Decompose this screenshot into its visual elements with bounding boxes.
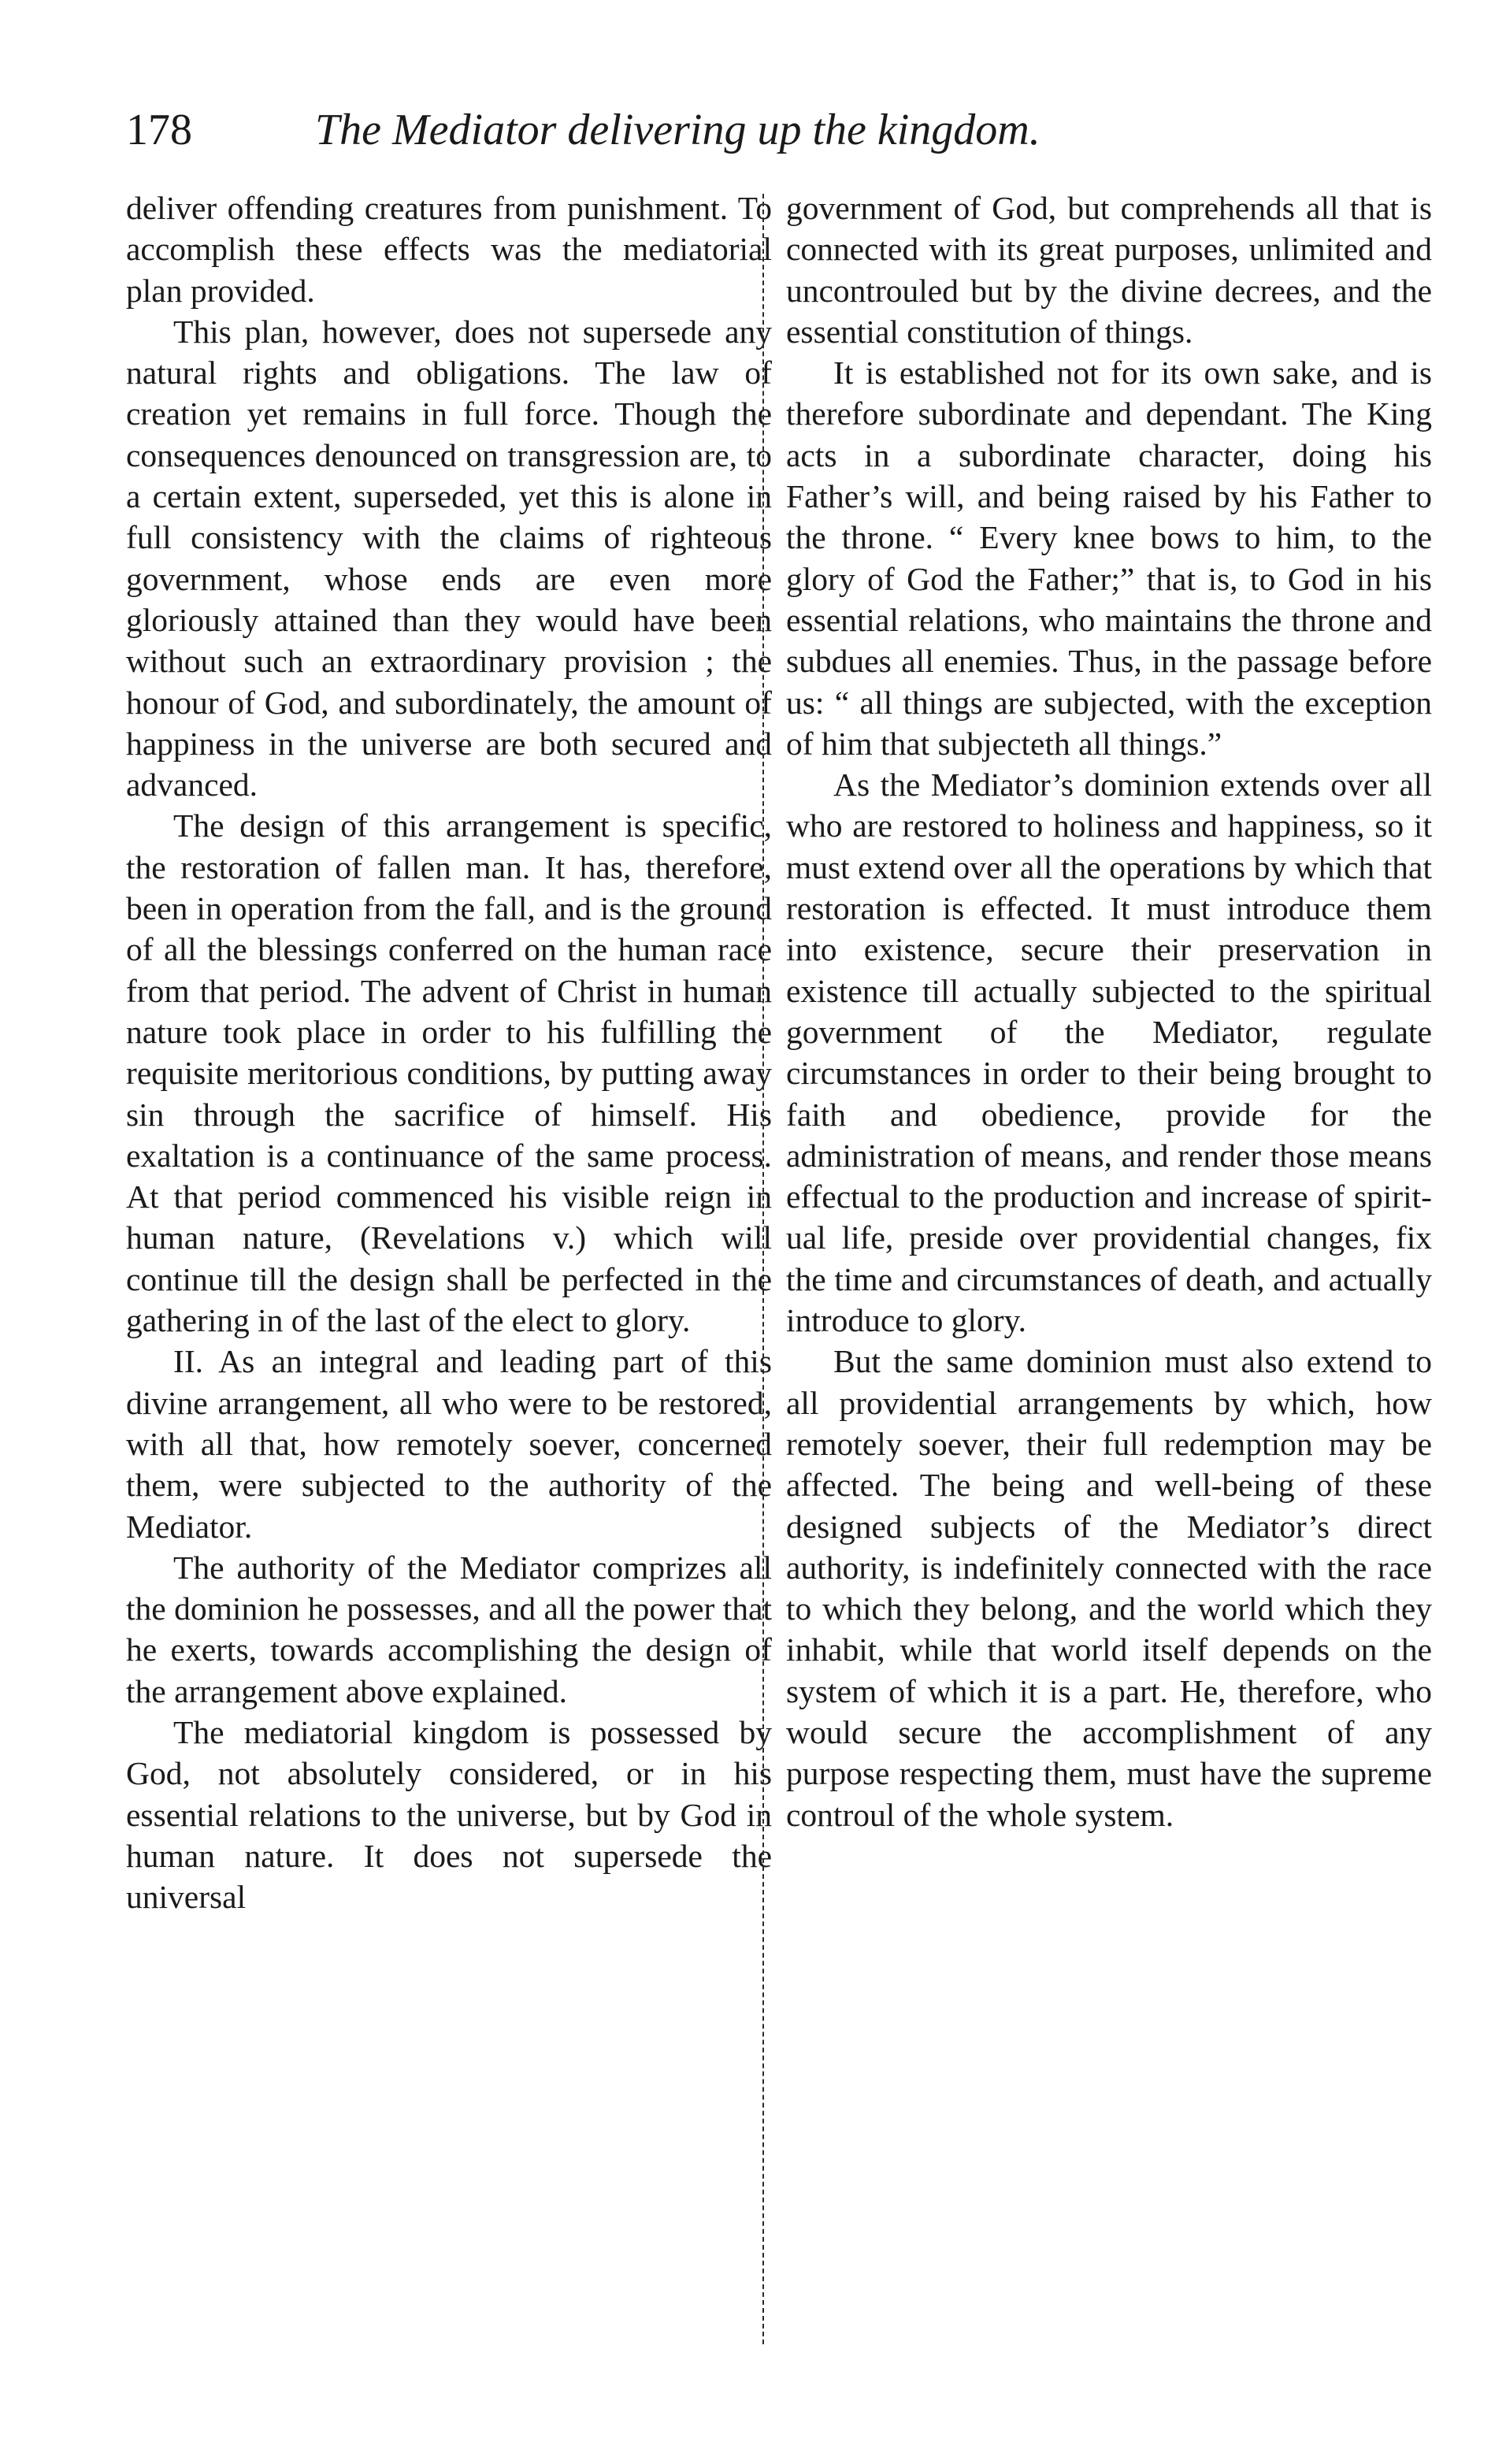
left-column: [126, 187, 772, 2393]
column-divider: [762, 194, 764, 2344]
running-title: The Mediator delivering up the kingdom.: [315, 106, 1040, 154]
paragraph: The design of this arrangement is specific, the restoration of fallen man. It has, therefore, been in operation from the fall, and is the ground of all the blessings conferred on the human race from that period. The advent of Christ in human nature took place in order to his fulfilling the requisite meritorious conditions, by putting away sin through the sacrifice of himself. His exaltation is a continuance of the same process. At that period commenced his visible reign in human nature, (Revelations v.) which will continue till the design shall be perfected in the gathering in of the last of the elect to glory.: [126, 807, 772, 1339]
paragraph: But the same dominion must also extend to all providential arrangements by which, how remotely soever, their full redemption may be affected. The being and well-being of these designed subjects of the Mediator’s direct authority, is indefinitely connected with the race to which they belong, and the world which they inhabit, while that world itself depends on the system of which it is a part. He, therefore, who would secure the accomplishment of any purpose respecting them, must have the supreme controul of the whole system.: [786, 1343, 1432, 1833]
paragraph: It is established not for its own sake, and is therefore subordinate and dependant. The King acts in a subordinate character, doing his Father’s will, and being raised by his Father to the throne. “ Every knee bows to him, to the glory of God the Father;” that is, to God in his essential relations, who maintains the throne and subdues all enemies. Thus, in the passage before us: “ all things are subjected, with the exception of him that subjecteth all things.”: [786, 354, 1432, 762]
right-column: [786, 187, 1432, 2393]
paragraph: The mediatorial kingdom is possessed by God, not absolutely considered, or in his essential relations to the universe, but by God in human nature. It does not supersede the universal: [126, 1713, 772, 1916]
paragraph: As the Mediator’s dominion extends over all who are restored to holiness and happiness, so it must extend over all the operations by which that restoration is effected. It must introduce them into existence, secure their preservation in existence till actually subjected to the spiritual government of the Mediator, regulate circumstances in order to their being brought to faith and obedience, provide for the administration of means, and render those means effectual to the production and increase of spiritual life, preside over providential changes, fix the time and circumstances of death, and actually introduce to glory.: [786, 766, 1432, 1339]
page-number: 178: [126, 106, 192, 154]
paragraph: deliver offending creatures from punishment. To accomplish these effects was the mediatorial plan provided.: [126, 190, 772, 309]
paragraph: This plan, however, does not supersede any natural rights and obligations. The law of creation yet remains in full force. Though the consequences denounced on transgression are, to a certain extent, superseded, yet this is alone in full consistency with the claims of righteous government, whose ends are even more gloriously attained than they would have been without such an extraordinary provision ; the honour of God, and subordinately, the amount of happiness in the universe are both secured and advanced.: [126, 313, 772, 803]
paragraph: government of God, but comprehends all that is connected with its great purposes, unlimited and uncontrouled but by the divine decrees, and the essential constitution of things.: [786, 190, 1432, 350]
running-header: [126, 95, 1418, 165]
paragraph: The authority of the Mediator comprizes all the dominion he possesses, and all the power that he exerts, towards accomplishing the design of the arrangement above explained.: [126, 1549, 772, 1709]
paragraph: II. As an integral and leading part of this divine arrangement, all who were to be restored, with all that, how remotely soever, concerned them, were subjected to the authority of the Mediator.: [126, 1343, 772, 1545]
